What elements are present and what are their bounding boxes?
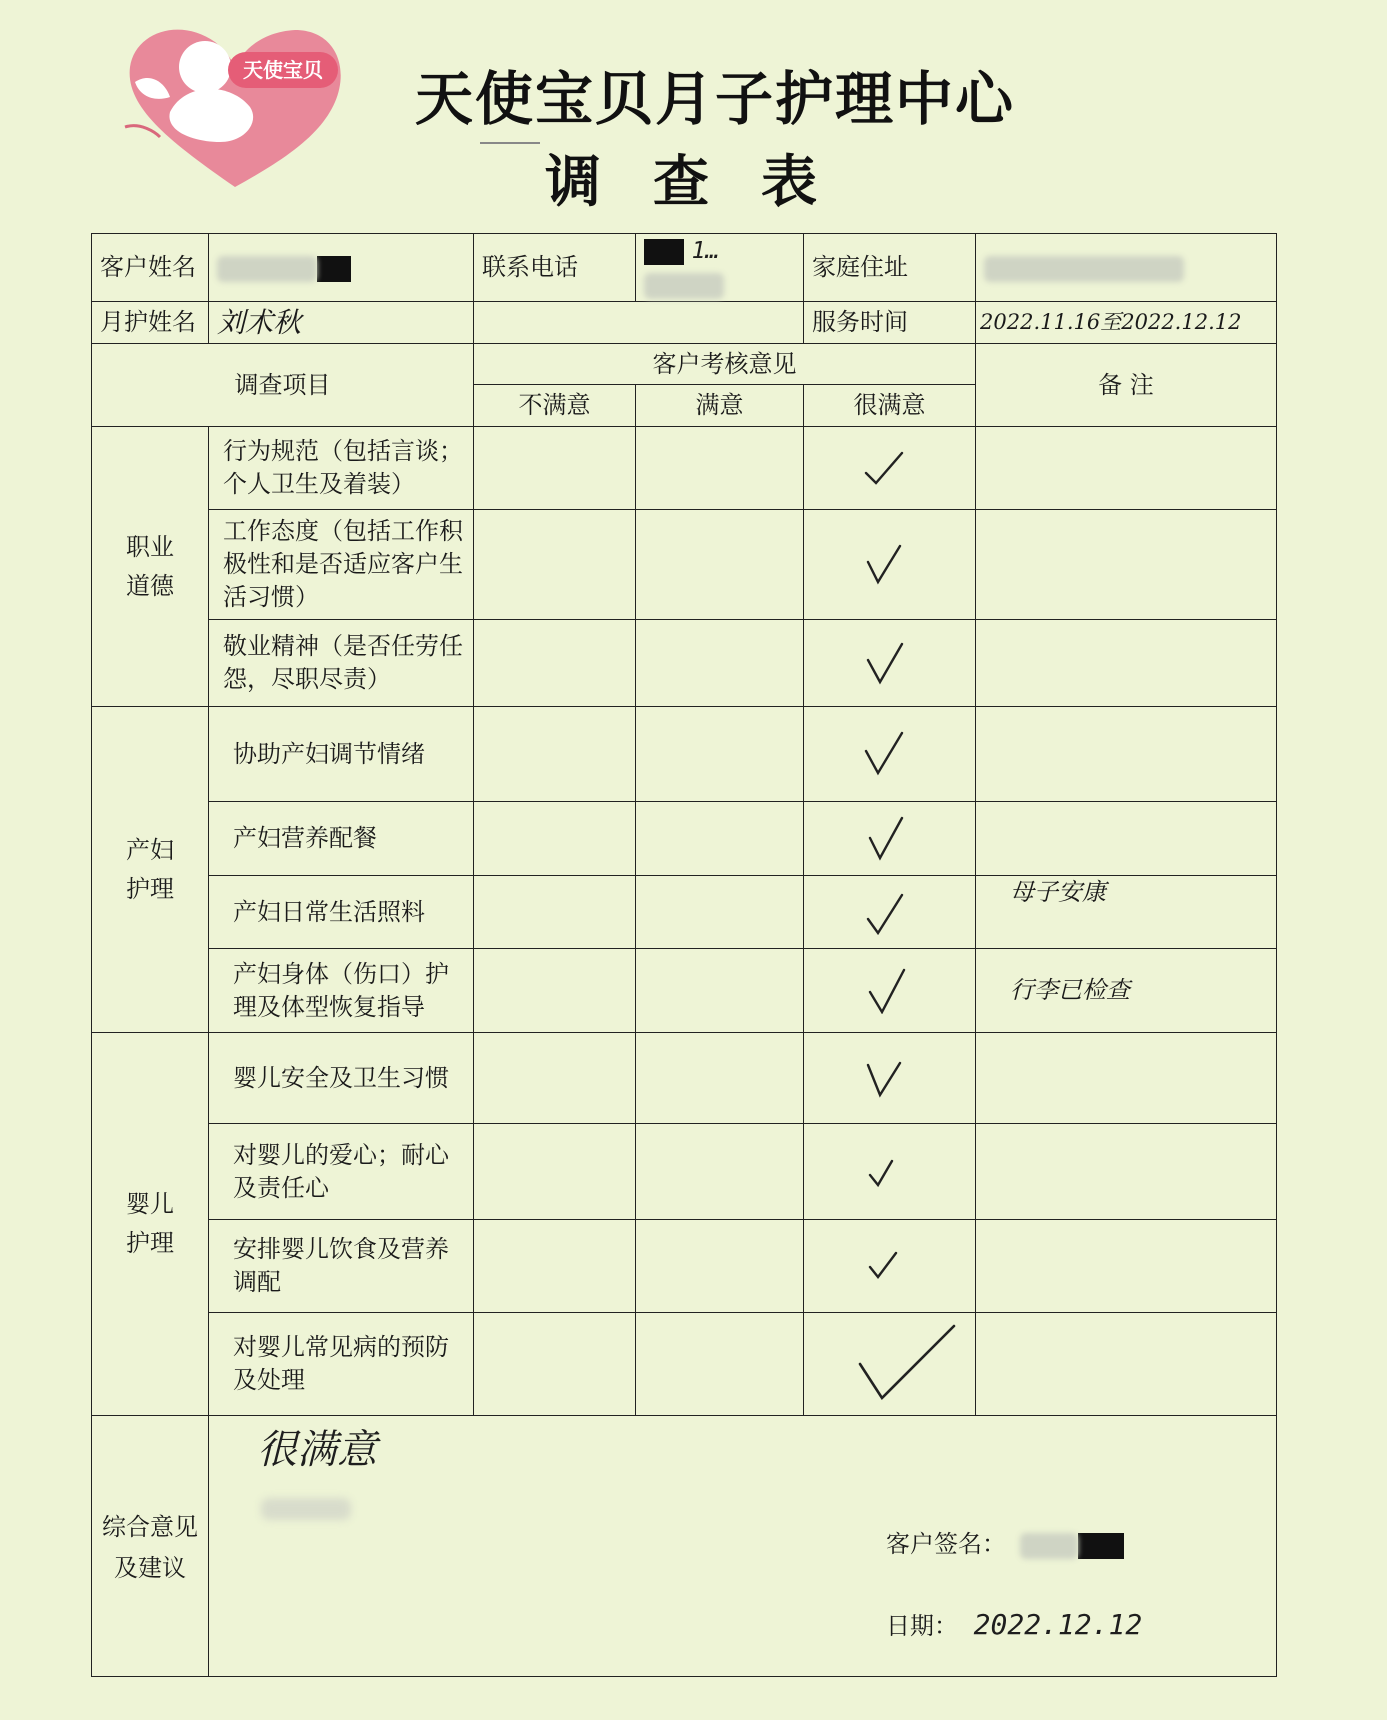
remark-cell [976, 802, 1277, 876]
remark-cell [976, 1033, 1277, 1124]
remark-cell [976, 1313, 1277, 1416]
brand-logo [110, 12, 360, 197]
table-row [92, 876, 1277, 949]
cell-very-satisfied [804, 707, 976, 802]
item-label: 行为规范（包括言谈； 个人卫生及着装） [209, 427, 474, 510]
checkmark-icon [862, 1055, 906, 1101]
page-subtitle [545, 138, 817, 218]
item-label: 产妇日常生活照料 [209, 876, 474, 949]
item-label: 敬业精神（是否任劳任 怨，尽职尽责） [209, 620, 474, 707]
subtitle-char: 表 [761, 149, 817, 215]
info-row-1 [92, 234, 1277, 302]
col-unsatisfied: 不满意 [474, 385, 636, 427]
header-row-1 [92, 344, 1277, 385]
remark-cell: 行李已检查 [976, 949, 1277, 1033]
cell-very-satisfied [804, 427, 976, 510]
cell-unsatisfied [474, 510, 636, 620]
item-label: 对婴儿常见病的预防 及处理 [209, 1313, 474, 1416]
nurse-name-label: 月护姓名 [92, 302, 209, 344]
cell-very-satisfied [804, 802, 976, 876]
cell-very-satisfied [804, 1033, 976, 1124]
items-header: 调查项目 [92, 344, 474, 427]
item-label: 产妇身体（伤口）护 理及体型恢复指导 [209, 949, 474, 1033]
col-very-satisfied: 很满意 [804, 385, 976, 427]
item-label: 对婴儿的爱心；耐心 及责任心 [209, 1124, 474, 1220]
cell-satisfied [636, 510, 804, 620]
cell-unsatisfied [474, 707, 636, 802]
cell-very-satisfied [804, 1124, 976, 1220]
cell-unsatisfied [474, 949, 636, 1033]
cell-very-satisfied [804, 510, 976, 620]
item-label: 产妇营养配餐 [209, 802, 474, 876]
item-label: 协助产妇调节情绪 [209, 707, 474, 802]
date-field [886, 1608, 1142, 1643]
nurse-name-value: 刘术秋 [209, 302, 474, 344]
category-label: 婴儿 护理 [92, 1033, 209, 1416]
cell-very-satisfied [804, 620, 976, 707]
customer-name-value [209, 234, 474, 302]
cell-unsatisfied [474, 620, 636, 707]
table-row [92, 802, 1277, 876]
category-label: 职业 道德 [92, 427, 209, 707]
opinion-header: 客户考核意见 [474, 344, 976, 385]
cell-unsatisfied [474, 802, 636, 876]
remark-cell [976, 1124, 1277, 1220]
date-value: 2022.12.12 [973, 1608, 1143, 1641]
subtitle-char: 查 [653, 149, 709, 215]
cell-satisfied [636, 707, 804, 802]
checkmark-icon [862, 968, 906, 1014]
cell-satisfied [636, 802, 804, 876]
checkmark-icon [862, 445, 906, 491]
table-row [92, 1033, 1277, 1124]
cell-very-satisfied [804, 1313, 976, 1416]
cell-satisfied [636, 876, 804, 949]
cell-unsatisfied [474, 427, 636, 510]
table-row [92, 620, 1277, 707]
table-row [92, 1313, 1277, 1416]
table-row [92, 949, 1277, 1033]
checkmark-icon [862, 1243, 906, 1289]
page-title: 天使宝贝月子护理中心 [415, 65, 1016, 133]
table-row [92, 1124, 1277, 1220]
signature-label: 客户签名： [886, 1530, 1006, 1558]
cell-unsatisfied [474, 1313, 636, 1416]
signature-field [886, 1528, 1124, 1561]
table-row [92, 510, 1277, 620]
remark-cell [976, 1220, 1277, 1313]
cell-satisfied [636, 1313, 804, 1416]
cell-unsatisfied [474, 876, 636, 949]
nurse-blank [474, 302, 804, 344]
remarks-header: 备 注 [976, 344, 1277, 427]
info-row-2 [92, 302, 1277, 344]
phone-label: 联系电话 [474, 234, 636, 302]
cell-unsatisfied [474, 1124, 636, 1220]
summary-row [92, 1416, 1277, 1677]
checkmark-icon [856, 1324, 956, 1404]
subtitle-char: 调 [545, 149, 601, 215]
cell-very-satisfied [804, 1220, 976, 1313]
logo-text: 天使宝贝 [243, 58, 323, 82]
survey-table [91, 233, 1277, 1677]
address-label: 家庭住址 [804, 234, 976, 302]
remark-cell [976, 620, 1277, 707]
remark-cell [976, 427, 1277, 510]
date-label: 日期： [886, 1612, 958, 1640]
divider [480, 142, 540, 144]
table-row [92, 1220, 1277, 1313]
col-satisfied: 满意 [636, 385, 804, 427]
table-row [92, 707, 1277, 802]
remark-cell [976, 510, 1277, 620]
checkmark-icon [862, 640, 906, 686]
blurred-text [261, 1498, 351, 1520]
checkmark-icon [862, 731, 906, 777]
item-label: 婴儿安全及卫生习惯 [209, 1033, 474, 1124]
phone-value: 1… [636, 234, 804, 302]
item-label: 工作态度（包括工作积 极性和是否适应客户生 活习惯） [209, 510, 474, 620]
checkmark-icon [862, 1149, 906, 1195]
customer-name-label: 客户姓名 [92, 234, 209, 302]
summary-content [209, 1416, 1277, 1677]
cell-very-satisfied [804, 949, 976, 1033]
checkmark-icon [862, 889, 906, 935]
remark-cell [976, 707, 1277, 802]
cell-very-satisfied [804, 876, 976, 949]
category-label: 产妇 护理 [92, 707, 209, 1033]
cell-satisfied [636, 1124, 804, 1220]
cell-satisfied [636, 620, 804, 707]
cell-satisfied [636, 427, 804, 510]
cell-satisfied [636, 1033, 804, 1124]
summary-label: 综合意见 及建议 [92, 1416, 209, 1677]
cell-unsatisfied [474, 1033, 636, 1124]
cell-unsatisfied [474, 1220, 636, 1313]
table-row [92, 427, 1277, 510]
checkmark-icon [862, 542, 906, 588]
remark-cell: 母子安康 [976, 876, 1277, 949]
service-time-label: 服务时间 [804, 302, 976, 344]
cell-satisfied [636, 1220, 804, 1313]
item-label: 安排婴儿饮食及营养 调配 [209, 1220, 474, 1313]
summary-comment: 很满意 [257, 1427, 377, 1473]
service-time-value: 2022.11.16至2022.12.12 [976, 302, 1277, 344]
address-value [976, 234, 1277, 302]
cell-satisfied [636, 949, 804, 1033]
checkmark-icon [862, 816, 906, 862]
